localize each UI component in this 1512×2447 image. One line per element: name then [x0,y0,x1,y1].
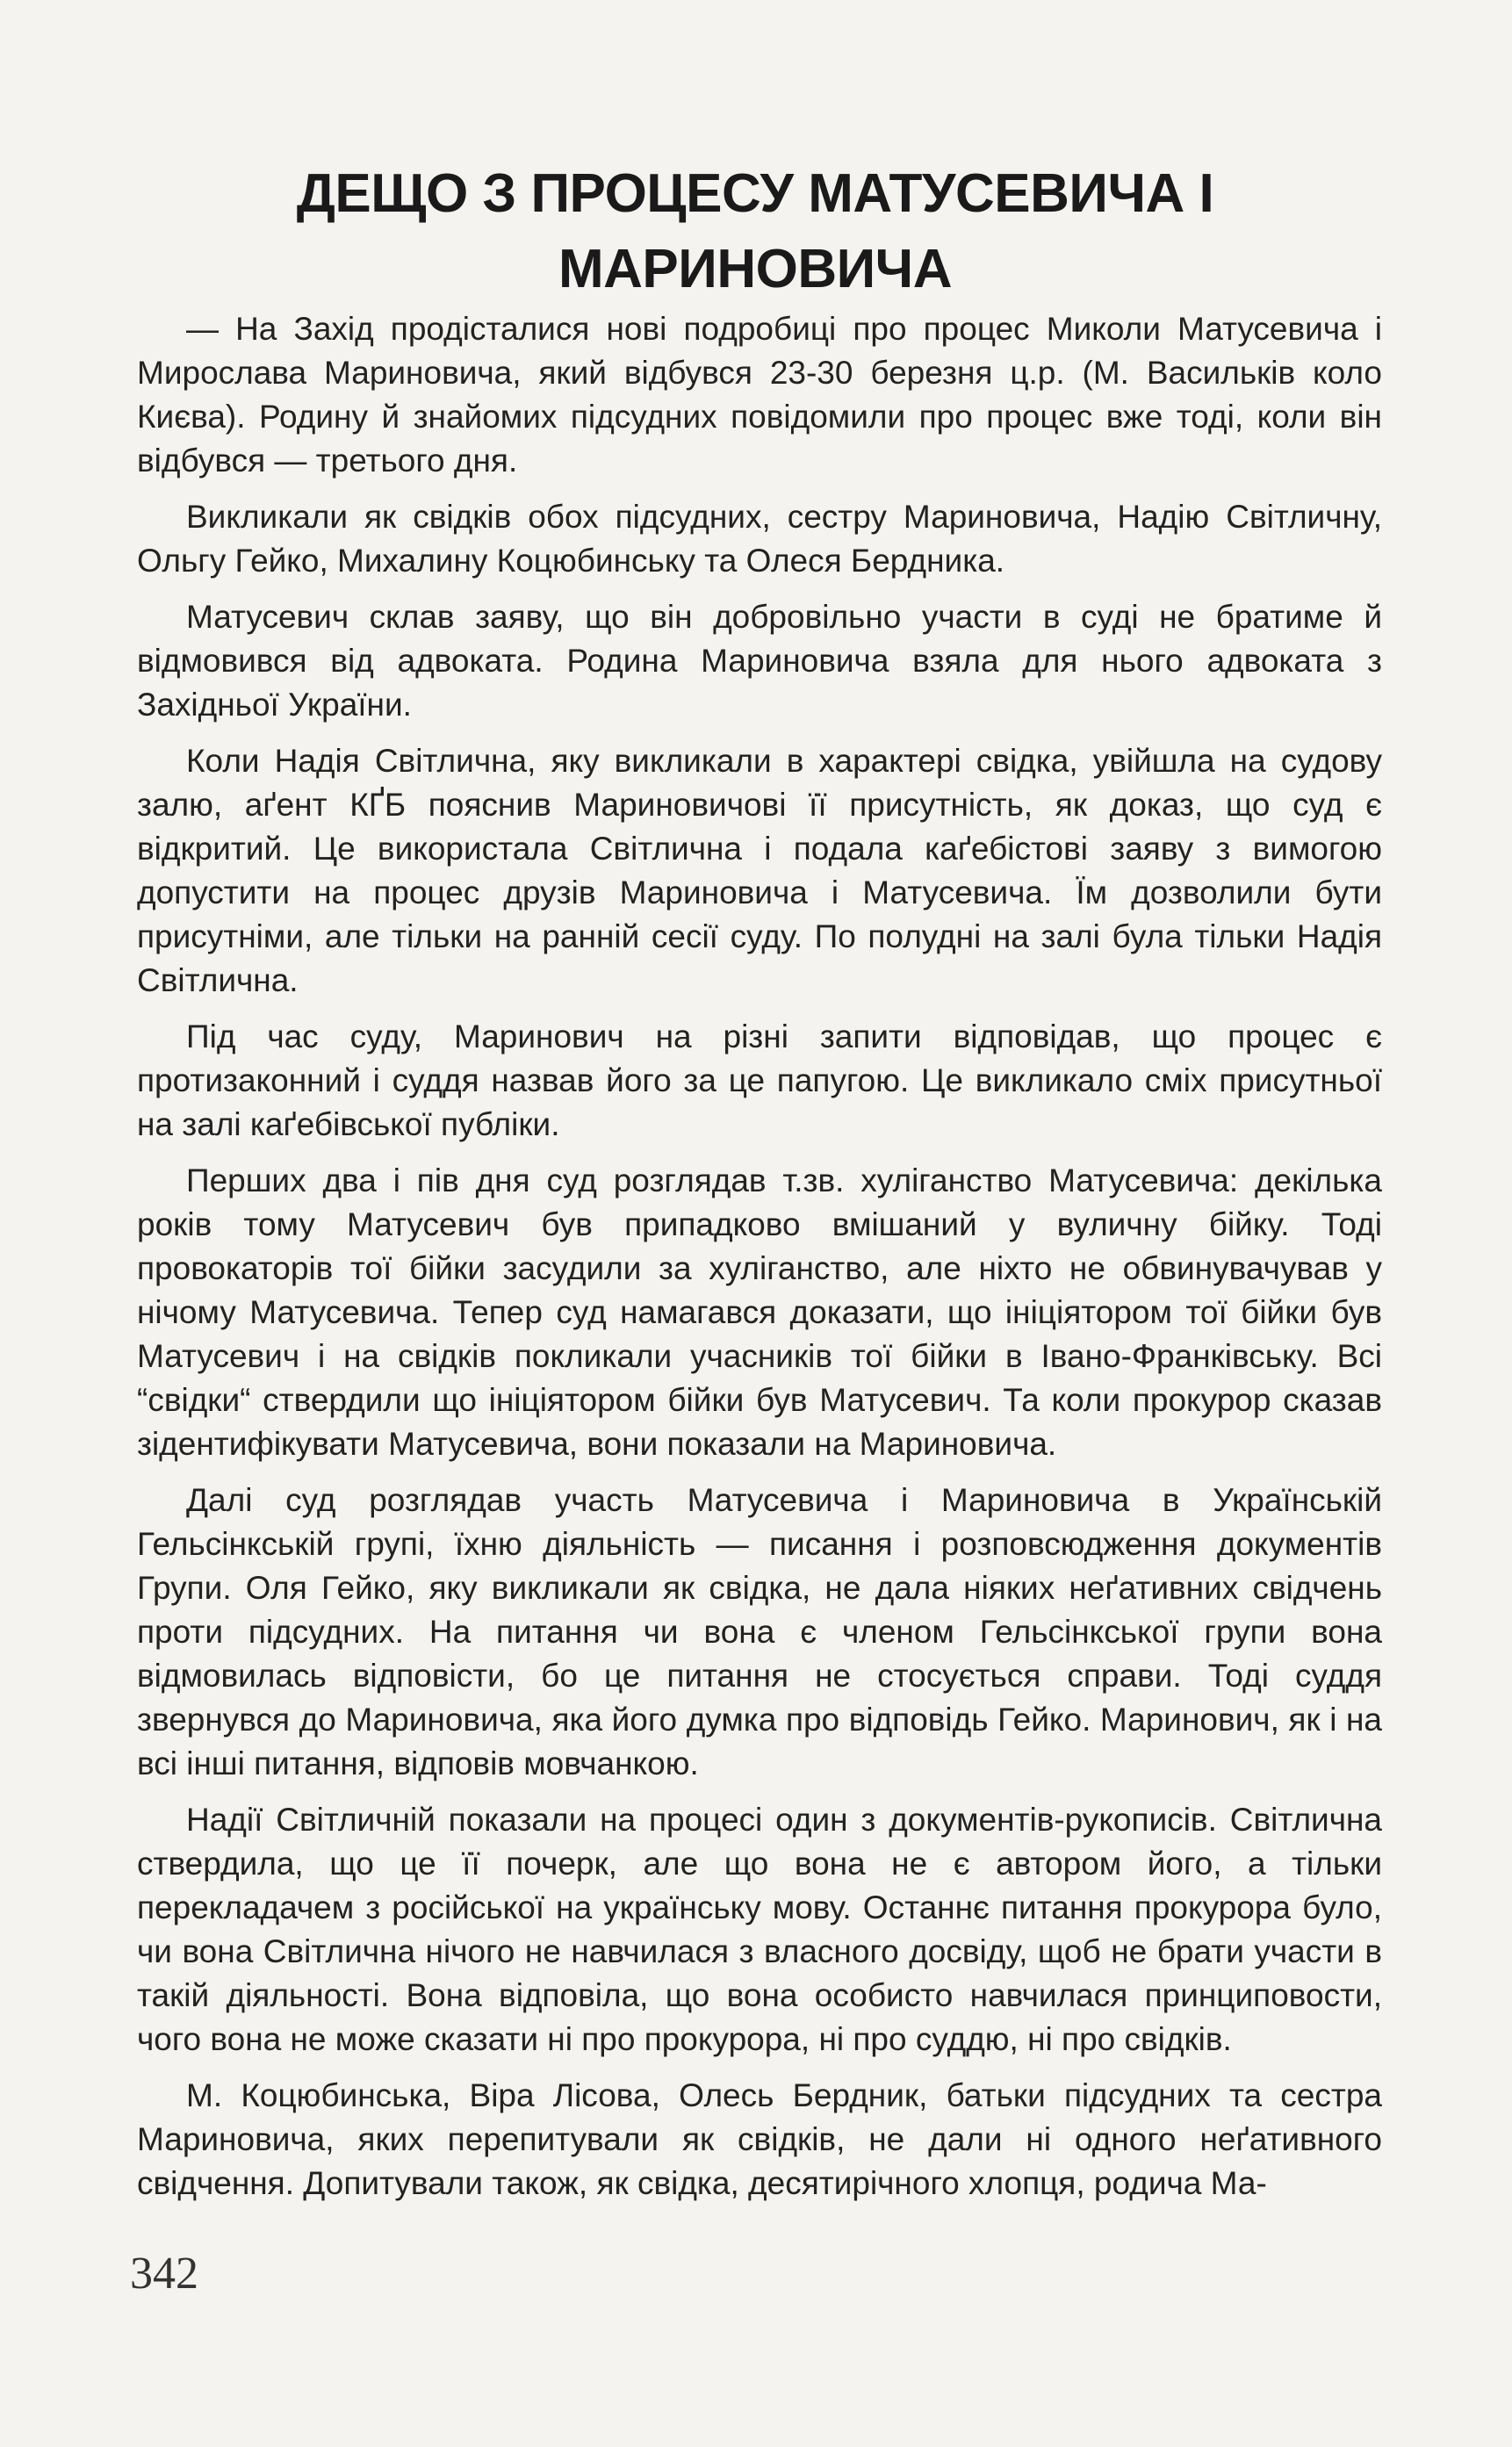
paragraph: Коли Надія Світлична, яку викликали в характері свідка, увійшла на судову залю, аґент КҐБ пояснив Мариновичові її присутність, як доказ, що суд є відкритий. Це використала Світлична і подала каґебістові заяву з вимогою допустити на процес друзів Мариновича і Матусевича. Їм дозволили бути присутніми, але тільки на ранній сесії суду. По полудні на залі була тільки Надія Світлична. [137,743,1382,998]
paragraph: М. Коцюбинська, Віра Лісова, Олесь Бердник, батьки підсудних та сестра Мариновича, яких перепитували як свідків, не дали ні одного неґативного свідчення. Допитували також, як свідка, десятирічного хлопця, родича Ма- [137,2077,1382,2201]
paragraph: Перших два і пів дня суд розглядав т.зв. хуліганство Матусевича: декілька років тому Матусевич був припадково вмішаний у вуличну бійку. Тоді провокаторів тої бійки засудили за хуліганство, але ніхто не обвинувачував у нічому Матусевича. Тепер суд намагався доказати, що ініціятором тої бійки був Матусевич і на свідків покликали учасників тої бійки в Івано-Франківську. Всі “свідки“ ствердили що ініціятором бійки був Матусевич. Та коли прокурор сказав зідентифікувати Матусевича, вони показали на Мариновича. [137,1162,1382,1462]
title-line-1: ДЕЩО З ПРОЦЕСУ МАТУСЕВИЧА І [296,163,1214,224]
page-number: 342 [130,2249,198,2299]
paragraph: Надії Світличній показали на процесі один з документів-рукописів. Світлична ствердила, що це її почерк, але що вона не є автором його, а тільки перекладачем з російської на українську мову. Останнє питання прокурора було, чи вона Світлична нічого не навчилася з власного досвіду, щоб не брати участи в такій діяльності. Вона відповіла, що вона особисто навчилася принциповости, чого вона не може сказати ні про прокурора, ні про суддю, ні про свідків. [137,1802,1382,2057]
paragraph: Викликали як свідків обох підсудних, сестру Мариновича, Надію Світличну, Ольгу Гейко, Михалину Коцюбинську та Олеся Бердника. [137,499,1382,579]
title-line-2: МАРИНОВИЧА [558,239,952,299]
paragraph: Під час суду, Маринович на різні запити відповідав, що процес є протизаконний і суддя назвав його за це папугою. Це викликало сміх присутньої на залі каґебівської публіки. [137,1018,1382,1142]
paragraph: Матусевич склав заяву, що він добровільно участи в суді не братиме й відмовився від адвоката. Родина Мариновича взяла для нього адвоката з Західньої України. [137,599,1382,723]
article-body [137,307,1382,2218]
paragraph: — На Захід продісталися нові подробиці про процес Миколи Матусевича і Мирослава Мариновича, який відбувся 23-30 березня ц.р. (М. Васильків коло Києва). Родину й знайомих підсудних повідомили про процес вже тоді, коли він відбувся — третього дня. [137,311,1382,479]
article-title [228,156,1282,307]
paragraph: Далі суд розглядав участь Матусевича і Мариновича в Українській Гельсінкській групі, їхню діяльність — писання і розповсюдження документів Групи. Оля Гейко, яку викликали як свідка, не дала ніяких неґативних свідчень проти підсудних. На питання чи вона є членом Гельсінкської групи вона відмовилась відповісти, бо це питання не стосується справи. Тоді суддя звернувся до Мариновича, яка його думка про відповідь Гейко. Маринович, як і на всі інші питання, відповів мовчанкою. [137,1482,1382,1781]
